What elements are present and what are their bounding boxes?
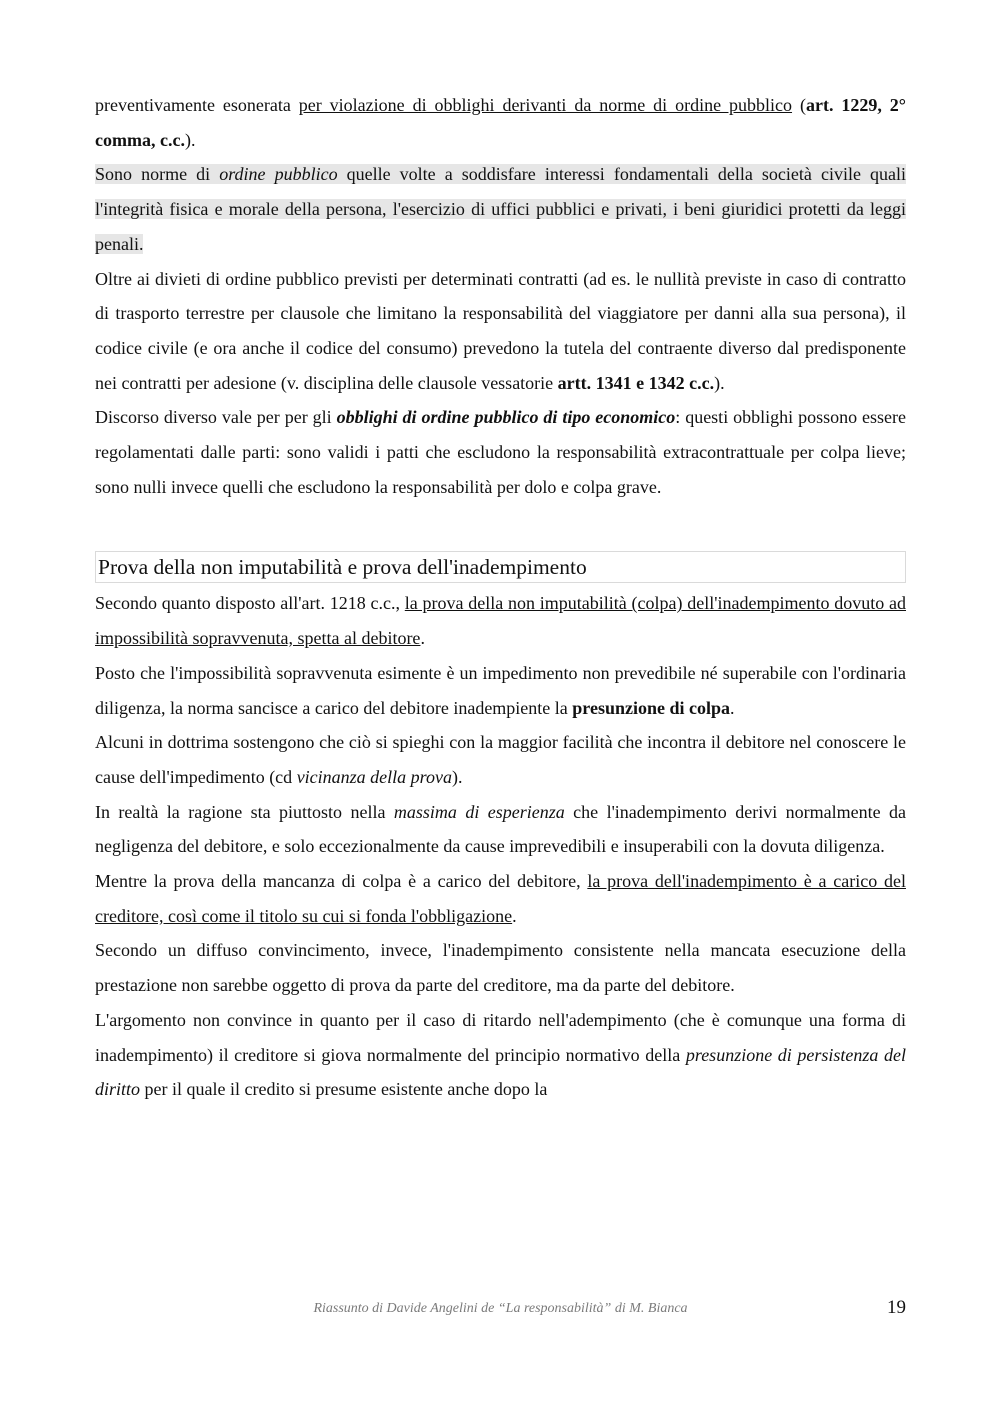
paragraph-ritardo-adempimento bbox=[95, 1003, 906, 1107]
page-footer bbox=[95, 1297, 906, 1321]
text-run: . bbox=[512, 905, 517, 926]
underlined-text: la prova dell'inadempimento è a carico del creditore, così come il titolo su cui si fonda l'obbligazione bbox=[95, 871, 906, 926]
paragraph-vicinanza-prova bbox=[95, 725, 906, 794]
paragraph-divieti-ordine-pubblico bbox=[95, 262, 906, 401]
text-run: ). bbox=[452, 766, 463, 787]
paragraph-massima-esperienza bbox=[95, 795, 906, 864]
text-run: Oltre ai divieti di ordine pubblico previsti per determinati contratti (ad es. le nullità previste in caso di contratto di trasporto terrestre per clausole che limitano la responsabilità del viaggiatore per danni alla sua persona), il codice civile (e ora anche il codice del consumo) prevedono la tutela del contraente diverso dal predisponente nei contratti per adesione (v. disciplina delle clausole vessatorie bbox=[95, 268, 906, 393]
paragraph-diffuso-convincimento bbox=[95, 933, 906, 1002]
paragraph-art-1218 bbox=[95, 586, 906, 655]
italic-term: presunzione di persistenza del diritto bbox=[95, 1044, 906, 1100]
text-run: preventivamente esonerata bbox=[95, 95, 299, 115]
underlined-text: per violazione di obblighi derivanti da norme di ordine pubblico bbox=[298, 95, 793, 115]
text-run: Alcuni in dottrima sostengono che ciò si spieghi con la maggior facilità che incontra il debitore nel conoscere le cause dell'impedimento (cd bbox=[95, 732, 906, 787]
italic-term: massima di esperienza bbox=[393, 801, 565, 822]
bold-citation: artt. 1341 e 1342 c.c. bbox=[557, 372, 715, 393]
text-run: In realtà la ragione sta piuttosto nella bbox=[95, 801, 394, 822]
bold-italic-term: obblighi di ordine pubblico di tipo economico bbox=[336, 407, 676, 428]
text-run: L'argomento non convince in quanto per il caso di ritardo nell'adempimento (che è comunque una forma di inadempimento) il creditore si giova normalmente del principio normativo della bbox=[95, 1009, 906, 1065]
text-run: ). bbox=[714, 372, 725, 393]
bold-citation: art. 1229, 2° comma, c.c. bbox=[95, 95, 907, 150]
italic-term: ordine pubblico bbox=[219, 164, 338, 185]
footer-text: Riassunto di Davide Angelini de “La responsabilità” di M. Bianca bbox=[313, 1301, 688, 1316]
text-run: per il quale il credito si presume esistente anche dopo la bbox=[140, 1079, 548, 1100]
text-run: : questi obblighi possono essere regolamentati dalle parti: sono validi i patti che escludono la responsabilità extracontrattuale per colpa lieve; sono nulli invece quelli che escludono la responsabilità per dolo e colpa grave. bbox=[95, 407, 906, 497]
document-body bbox=[95, 88, 906, 1107]
text-run: che l'inadempimento derivi normalmente da negligenza del debitore, e solo eccezionalmente da cause imprevedibili e insuperabili con la dovuta diligenza. bbox=[95, 801, 906, 857]
bold-term: presunzione di colpa bbox=[572, 697, 730, 718]
text-run: Mentre la prova della mancanza di colpa è a carico del debitore, bbox=[95, 871, 588, 892]
text-run: Secondo quanto disposto all'art. 1218 c.c., bbox=[95, 593, 405, 614]
page-number: 19 bbox=[887, 1297, 906, 1318]
text-run: quelle volte a soddisfare interessi fondamentali della società civile quali l'integrità fisica e morale della persona, l'esercizio di uffici pubblici e privati, i beni giuridici protetti da leggi penali. bbox=[95, 164, 906, 254]
paragraph-prova-inadempimento bbox=[95, 864, 906, 933]
text-run: . bbox=[420, 628, 425, 649]
text-run: Sono norme di bbox=[95, 164, 220, 185]
underlined-text: la prova della non imputabilità (colpa) dell'inadempimento dovuto ad impossibilità sopravvenuta, spetta al debitore bbox=[95, 593, 906, 649]
text-run: . bbox=[729, 697, 735, 718]
text-run: ). bbox=[184, 129, 196, 150]
paragraph-ordine-pubblico-esonero bbox=[95, 88, 906, 157]
text-run: ( bbox=[792, 95, 806, 115]
text-run: Discorso diverso vale per per gli bbox=[95, 407, 337, 428]
text-run: Posto che l'impossibilità sopravvenuta esimente è un impedimento non prevedibile né superabile con l'ordinaria diligenza, la norma sancisce a carico del debitore inadempiente la bbox=[95, 662, 906, 718]
paragraph-norme-ordine-pubblico bbox=[95, 157, 906, 261]
paragraph-presunzione-colpa bbox=[95, 656, 906, 725]
section-heading: Prova della non imputabilità e prova dell'inadempimento bbox=[95, 551, 906, 583]
paragraph-obblighi-economici bbox=[95, 400, 906, 504]
text-run: Secondo un diffuso convincimento, invece, l'inadempimento consistente nella mancata esecuzione della prestazione non sarebbe oggetto di prova da parte del creditore, ma da parte del debitore. bbox=[95, 940, 906, 996]
highlighted-passage bbox=[95, 164, 906, 253]
italic-term: vicinanza della prova bbox=[296, 766, 452, 787]
